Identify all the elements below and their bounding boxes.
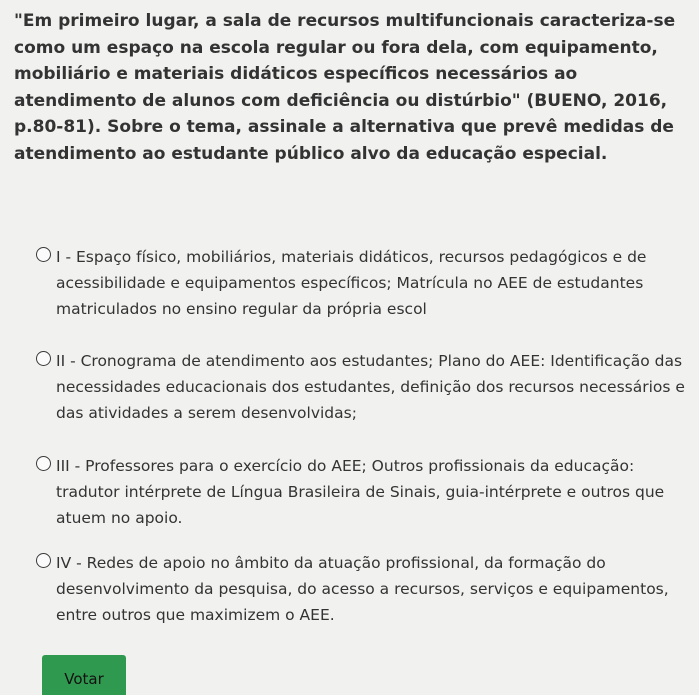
option-4-label: IV - Redes de apoio no âmbito da atuação profissional, da formação do desenvolvimento da pesquisa, do acesso a recursos, serviços e equipamentos, entre outros que maximizem o AEE. [56,554,669,624]
option-2[interactable] [36,348,686,426]
vote-button[interactable]: Votar [42,655,126,695]
option-2-label: II - Cronograma de atendimento aos estudantes; Plano do AEE: Identificação das necessidades educacionais dos estudantes, definição dos recursos necessários e das atividades a serem desenvolvidas; [56,352,685,422]
option-1-label: I - Espaço físico, mobiliários, materiais didáticos, recursos pedagógicos e de acessibilidade e equipamentos específicos; Matrícula no AEE de estudantes matriculados no ensino regular da própria escol [56,248,647,318]
question-text: "Em primeiro lugar, a sala de recursos multifuncionais caracteriza-se como um espaço na escola regular ou fora dela, com equipamento, mobiliário e materiais didáticos específicos necessários ao atendimento de alunos com deficiência ou distúrbio" (BUENO, 2016, p.80-81). Sobre o tema, assinale a alternativa que prevê medidas de atendimento ao estudante público alvo da educação especial. [14,11,676,164]
option-3[interactable] [36,453,686,531]
option-1[interactable] [36,244,686,322]
option-3-radio[interactable] [36,456,51,471]
option-1-radio[interactable] [36,247,51,262]
option-4[interactable] [36,550,686,628]
option-2-radio[interactable] [36,351,51,366]
option-3-label: III - Professores para o exercício do AEE; Outros profissionais da educação: tradutor intérprete de Língua Brasileira de Sinais, guia-intérprete e outros que atuem no apoio. [56,457,665,527]
option-4-radio[interactable] [36,553,51,568]
